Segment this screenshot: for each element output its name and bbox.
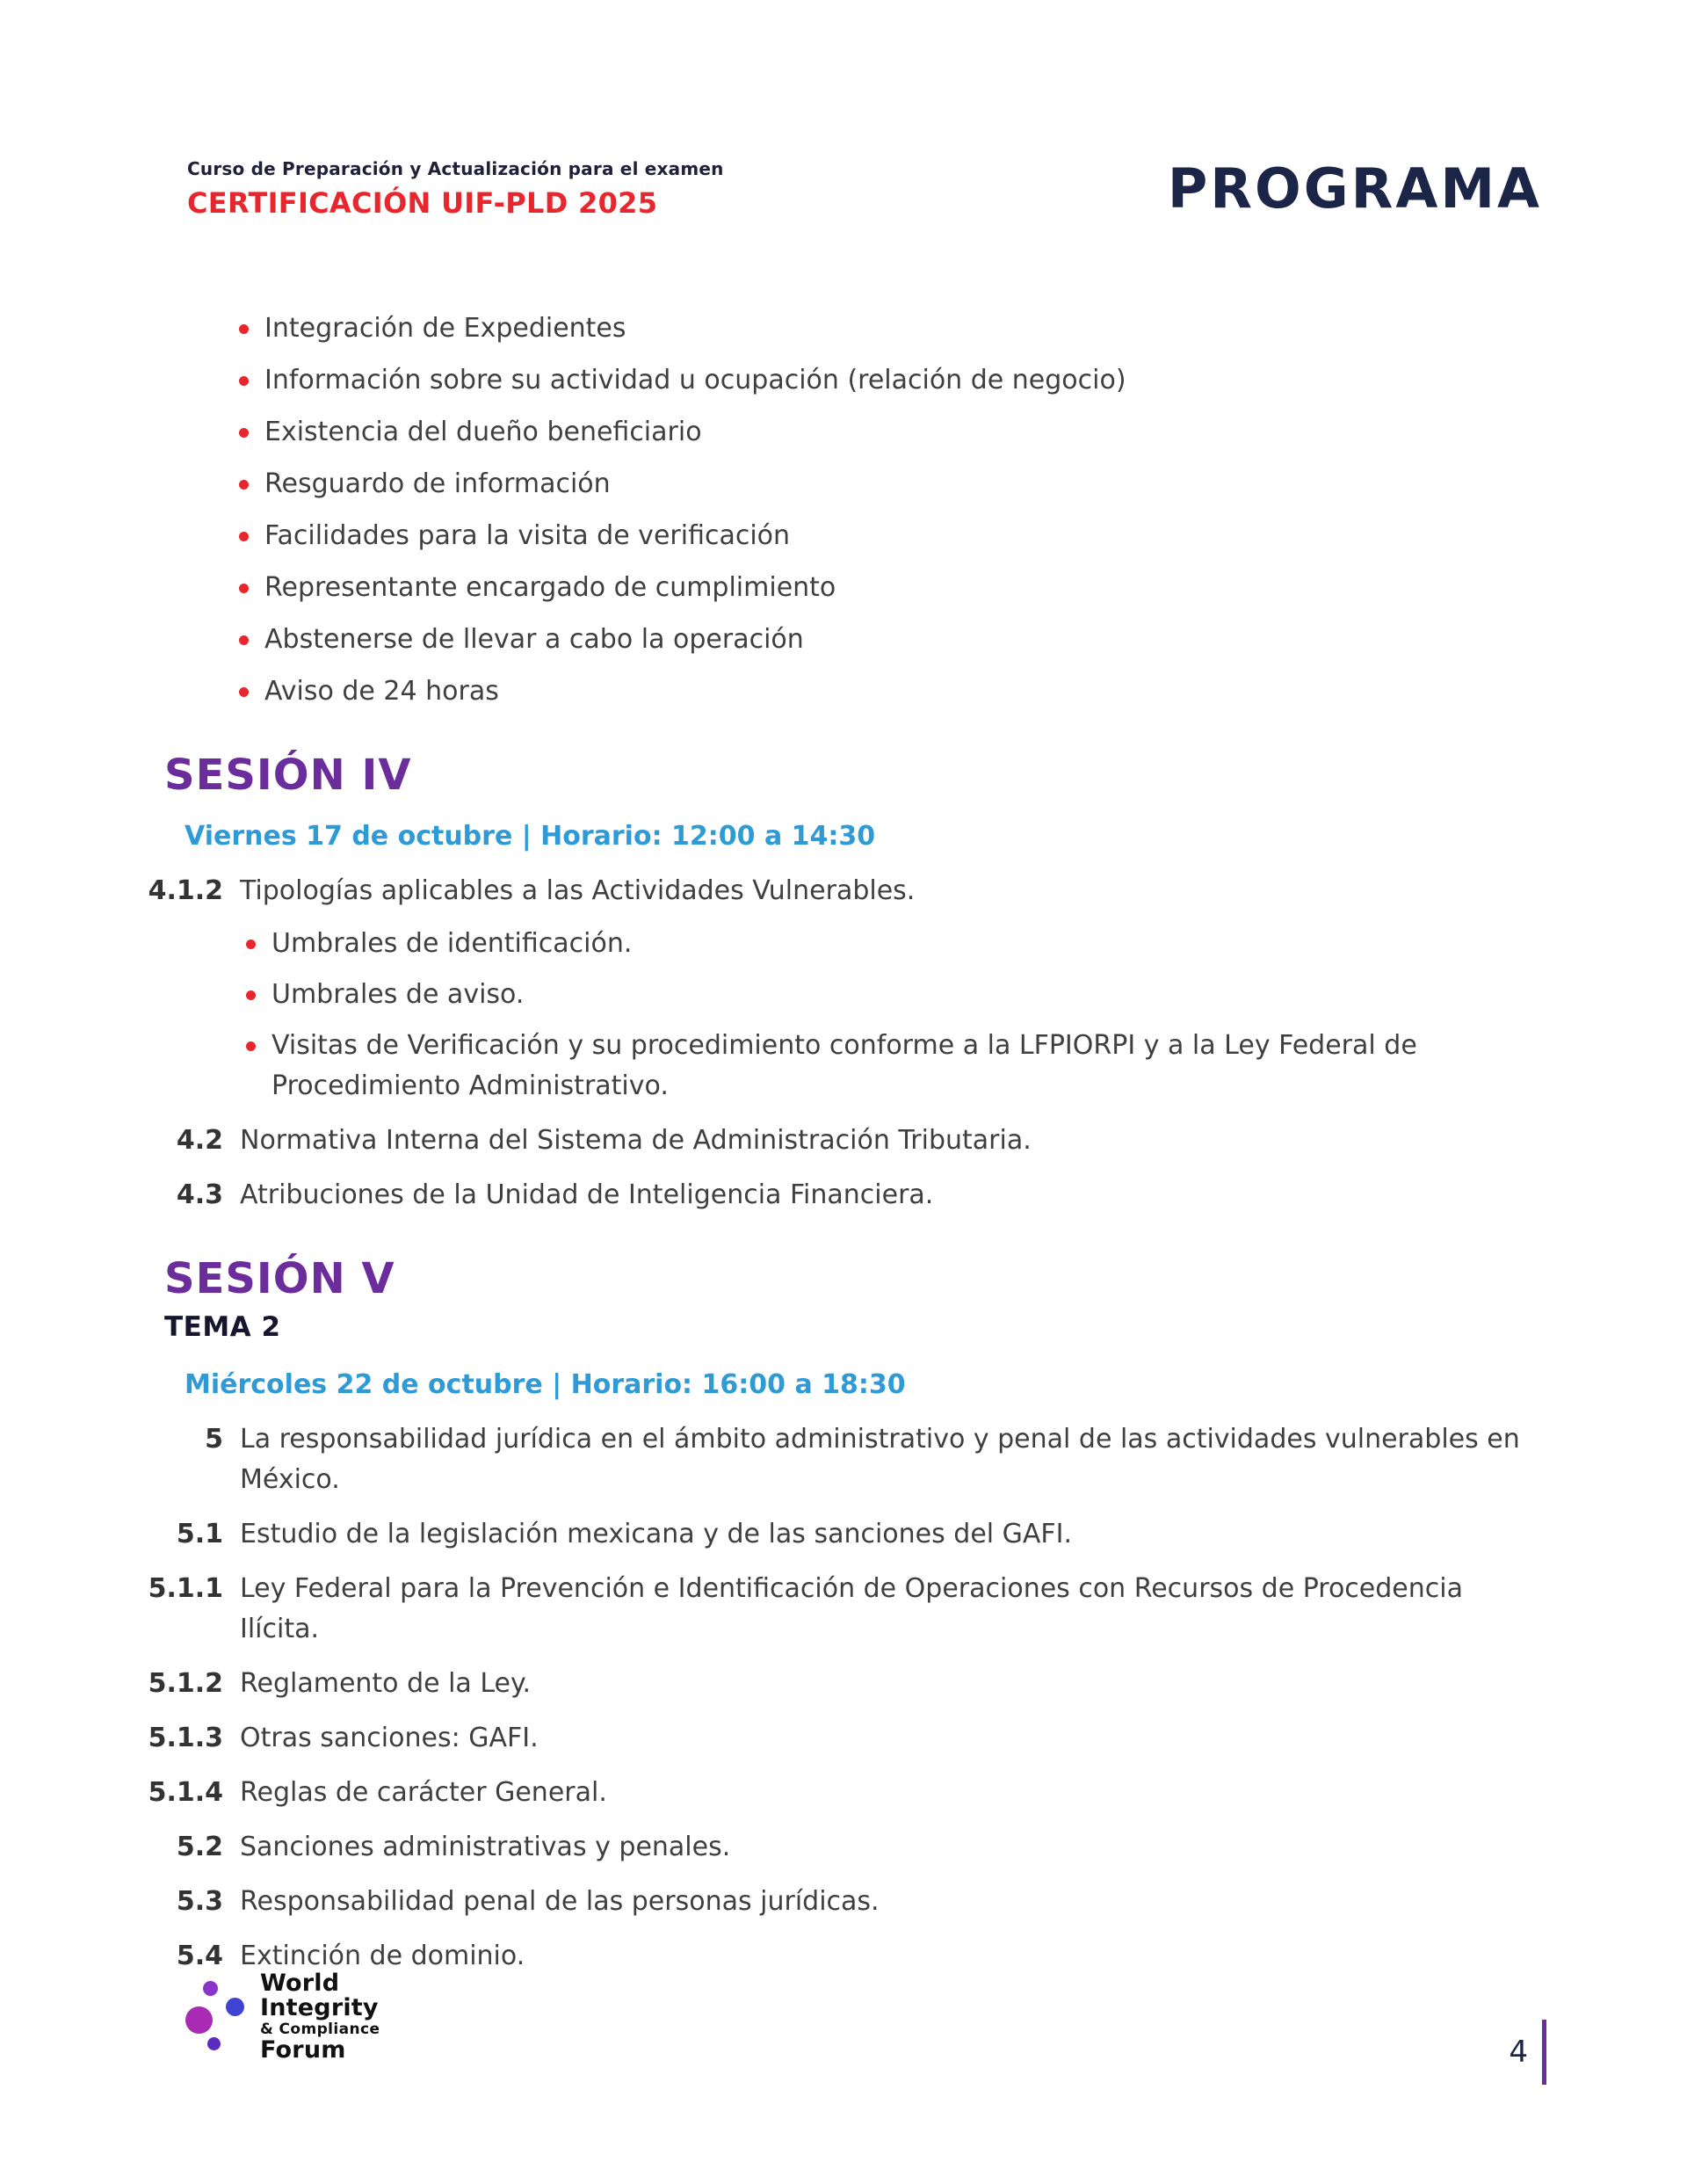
- item-number: 5.4: [176, 1941, 223, 1972]
- program-item: [83, 1514, 1542, 1555]
- program-item: [83, 1569, 1542, 1650]
- sub-bullet-list: [246, 924, 1542, 1107]
- item-text: Responsabilidad penal de las personas jurídicas.: [240, 1886, 880, 1918]
- program-item: [83, 1121, 1542, 1161]
- list-item-text: Abstenerse de llevar a cabo la operación: [264, 624, 804, 655]
- program-item: [83, 1419, 1542, 1500]
- list-item: [246, 1026, 1542, 1107]
- logo-line: World: [260, 1970, 340, 1997]
- item-text: Normativa Interna del Sistema de Administración Tributaria.: [240, 1124, 1032, 1156]
- program-item: [83, 1827, 1542, 1868]
- header-left-block: [187, 158, 724, 220]
- item-number: 5.1: [176, 1519, 223, 1550]
- program-item: [83, 1773, 1542, 1813]
- tema-subheading: TEMA 2: [164, 1311, 281, 1344]
- program-item: [83, 871, 1542, 911]
- session-v-section: [0, 1254, 1687, 1977]
- list-item-text: Aviso de 24 horas: [264, 676, 499, 707]
- logo-dot-icon: [226, 1998, 244, 2016]
- list-item: [239, 412, 1542, 453]
- logo-dots-icon: [185, 1979, 250, 2055]
- item-text: Estudio de la legislación mexicana y de las sanciones del GAFI.: [240, 1519, 1073, 1550]
- list-item-text: Existencia del dueño beneficiario: [264, 417, 702, 447]
- item-number: 5.1.3: [148, 1723, 223, 1754]
- bullet-icon: [239, 584, 249, 593]
- item-text: Sanciones administrativas y penales.: [240, 1832, 731, 1863]
- list-item-text: Umbrales de aviso.: [272, 978, 525, 1010]
- logo-line: & Compliance: [260, 2021, 380, 2038]
- item-text: Otras sanciones: GAFI.: [240, 1723, 539, 1754]
- item-number: 4.1.2: [148, 874, 223, 906]
- session-schedule: Miércoles 22 de octubre | Horario: 16:00 a 18:30: [185, 1369, 906, 1401]
- list-item: [239, 516, 1542, 556]
- bullet-icon: [239, 376, 249, 386]
- session-iv-section: [0, 751, 1687, 1215]
- logo-dot-icon: [203, 1981, 218, 1996]
- program-item: [83, 1664, 1542, 1704]
- logo-line: Forum: [260, 2036, 346, 2064]
- session-heading: SESIÓN IV: [164, 751, 412, 800]
- page-title: PROGRAMA: [1167, 156, 1542, 221]
- program-item: [83, 1175, 1542, 1215]
- item-text: La responsabilidad jurídica en el ámbito administrativo y penal de las actividades vulnerables en México.: [240, 1424, 1520, 1496]
- list-item: [239, 620, 1542, 660]
- item-text: Reglamento de la Ley.: [240, 1668, 532, 1700]
- course-subtitle: Curso de Preparación y Actualización para el examen: [187, 157, 724, 179]
- list-item-text: Visitas de Verificación y su procedimiento conforme a la LFPIORPI y a la Ley Federal de Procedimiento Administrativo.: [272, 1029, 1417, 1101]
- list-item: [239, 464, 1542, 504]
- item-text: Tipologías aplicables a las Actividades Vulnerables.: [240, 874, 916, 906]
- item-text: Ley Federal para la Prevención e Identificación de Operaciones con Recursos de Procedencia Ilícita.: [240, 1573, 1463, 1645]
- bullet-icon: [239, 428, 249, 438]
- list-item: [239, 360, 1542, 401]
- logo-dot-icon: [207, 2037, 221, 2050]
- item-number: 5.1.2: [148, 1668, 223, 1700]
- item-number: 4.3: [176, 1179, 223, 1210]
- list-item-text: Resguardo de información: [264, 468, 611, 499]
- page-number-divider: [1542, 2020, 1546, 2085]
- page-number-block: [1509, 2020, 1546, 2085]
- bullet-icon: [239, 687, 249, 697]
- item-number: 5.3: [176, 1886, 223, 1918]
- bullet-icon: [246, 940, 256, 949]
- intro-bullet-list: [239, 308, 1542, 712]
- item-text: Atribuciones de la Unidad de Inteligencia Financiera.: [240, 1179, 934, 1210]
- org-logo: [185, 1971, 380, 2063]
- list-item-text: Facilidades para la visita de verificación: [264, 520, 791, 551]
- session-heading: SESIÓN V: [164, 1253, 395, 1303]
- item-number: 4.2: [176, 1124, 223, 1156]
- bullet-icon: [239, 635, 249, 645]
- bullet-icon: [246, 990, 256, 1000]
- item-text: Reglas de carácter General.: [240, 1777, 607, 1809]
- logo-wordmark: [260, 1971, 380, 2063]
- bullet-icon: [246, 1041, 256, 1051]
- list-item: [239, 568, 1542, 608]
- program-item: [83, 1882, 1542, 1922]
- item-number: 5.2: [176, 1832, 223, 1863]
- logo-line: Integrity: [260, 1994, 379, 2021]
- item-number: 5.1.1: [148, 1573, 223, 1605]
- bullet-icon: [239, 480, 249, 490]
- list-item: [246, 924, 1542, 964]
- list-item: [239, 671, 1542, 712]
- list-item: [246, 975, 1542, 1015]
- logo-dot-icon: [185, 2006, 213, 2034]
- list-item-text: Integración de Expedientes: [264, 313, 626, 344]
- page-header: [187, 156, 1542, 221]
- certification-title: CERTIFICACIÓN UIF-PLD 2025: [187, 185, 658, 220]
- list-item: [239, 308, 1542, 349]
- item-text: Extinción de dominio.: [240, 1941, 525, 1972]
- list-item-text: Información sobre su actividad u ocupación (relación de negocio): [264, 365, 1126, 395]
- item-number: 5.1.4: [148, 1777, 223, 1809]
- page-number: 4: [1509, 2035, 1528, 2070]
- list-item-text: Umbrales de identificación.: [272, 927, 633, 959]
- bullet-icon: [239, 532, 249, 541]
- bullet-icon: [239, 324, 249, 334]
- list-item-text: Representante encargado de cumplimiento: [264, 572, 836, 603]
- session-schedule: Viernes 17 de octubre | Horario: 12:00 a 14:30: [185, 820, 876, 852]
- item-number: 5: [205, 1424, 223, 1455]
- program-item: [83, 1718, 1542, 1759]
